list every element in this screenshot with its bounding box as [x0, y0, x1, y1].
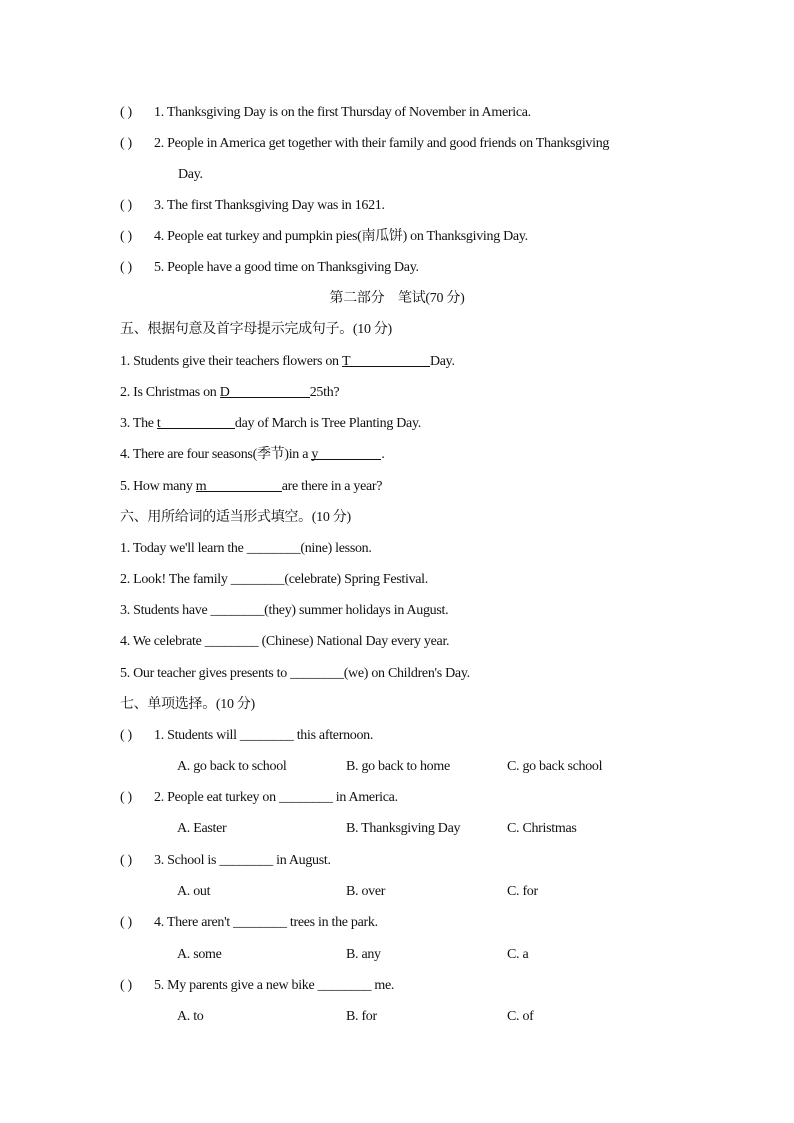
fill-item-5 [120, 477, 382, 497]
answer-blank[interactable] [342, 352, 430, 367]
fill-item-1 [120, 352, 455, 372]
answer-paren: ( ) [120, 260, 132, 275]
section-title: 五、根据句意及首字母提示完成句子。(10 分) [120, 322, 392, 337]
option-a: A. out [177, 884, 211, 899]
answer-paren: ( ) [120, 853, 132, 868]
fill-pre: 3. The [120, 416, 157, 431]
section-title: 七、单项选择。(10 分) [120, 697, 255, 712]
fill-pre: 2. Is Christmas on [120, 385, 220, 400]
answer-blank[interactable] [157, 414, 235, 429]
option-c: C. for [507, 884, 538, 899]
mc-stem: 4. There aren't ________ trees in the park. [154, 915, 378, 930]
answer-paren: ( ) [120, 790, 132, 805]
initial-letter: T [341, 354, 351, 369]
fill-post: are there in a year? [281, 479, 383, 494]
answer-paren: ( ) [120, 915, 132, 930]
fill-post: Day. [429, 354, 455, 369]
option-c: C. a [507, 947, 529, 962]
fill-item-3 [120, 414, 421, 434]
option-c: C. go back school [507, 759, 603, 774]
option-b: B. over [346, 884, 386, 899]
form-item-1: 1. Today we'll learn the ________(nine) lesson. [120, 541, 372, 556]
tf-text: 5. People have a good time on Thanksgiving Day. [154, 260, 419, 275]
form-item-3: 3. Students have ________(they) summer holidays in August. [120, 603, 449, 618]
form-item-4: 4. We celebrate ________ (Chinese) National Day every year. [120, 634, 450, 649]
answer-blank[interactable] [196, 477, 282, 492]
fill-pre: 1. Students give their teachers flowers on [120, 354, 342, 369]
mc-stem: 2. People eat turkey on ________ in America. [154, 790, 398, 805]
tf-text: 4. People eat turkey and pumpkin pies(南瓜饼) on Thanksgiving Day. [154, 229, 528, 244]
part-title: 第二部分 笔试(70 分) [329, 291, 465, 306]
mc-stem: 1. Students will ________ this afternoon. [154, 728, 374, 743]
fill-item-2 [120, 383, 339, 403]
answer-paren: ( ) [120, 136, 132, 151]
form-item-2: 2. Look! The family ________(celebrate) Spring Festival. [120, 572, 428, 587]
option-b: B. Thanksgiving Day [346, 821, 461, 836]
initial-letter: m [195, 479, 207, 494]
option-c: C. Christmas [507, 821, 577, 836]
answer-paren: ( ) [120, 229, 132, 244]
form-item-5: 5. Our teacher gives presents to ________(we) on Children's Day. [120, 666, 470, 681]
option-b: B. for [346, 1009, 377, 1024]
initial-letter: t [156, 416, 161, 431]
tf-text: 2. People in America get together with their family and good friends on Thanksgiving [154, 136, 610, 151]
fill-pre: 4. There are four seasons(季节)in a [120, 447, 312, 462]
tf-text-continuation: Day. [178, 167, 203, 182]
answer-blank[interactable] [220, 383, 310, 398]
answer-paren: ( ) [120, 728, 132, 743]
option-a: A. some [177, 947, 222, 962]
option-a: A. to [177, 1009, 204, 1024]
section-title: 六、用所给词的适当形式填空。(10 分) [120, 510, 351, 525]
tf-text: 1. Thanksgiving Day is on the first Thursday of November in America. [154, 105, 531, 120]
option-a: A. go back to school [177, 759, 287, 774]
mc-stem: 5. My parents give a new bike ________ me. [154, 978, 395, 993]
initial-letter: D [219, 385, 230, 400]
answer-paren: ( ) [120, 198, 132, 213]
mc-stem: 3. School is ________ in August. [154, 853, 331, 868]
option-c: C. of [507, 1009, 534, 1024]
fill-item-4 [120, 445, 385, 465]
option-b: B. go back to home [346, 759, 450, 774]
answer-paren: ( ) [120, 978, 132, 993]
answer-paren: ( ) [120, 105, 132, 120]
answer-blank[interactable] [311, 445, 381, 460]
fill-pre: 5. How many [120, 479, 196, 494]
tf-text: 3. The first Thanksgiving Day was in 1621. [154, 198, 385, 213]
option-a: A. Easter [177, 821, 227, 836]
fill-post: day of March is Tree Planting Day. [234, 416, 421, 431]
fill-post: . [381, 447, 385, 462]
fill-post: 25th? [309, 385, 340, 400]
option-b: B. any [346, 947, 381, 962]
initial-letter: y [311, 447, 319, 462]
